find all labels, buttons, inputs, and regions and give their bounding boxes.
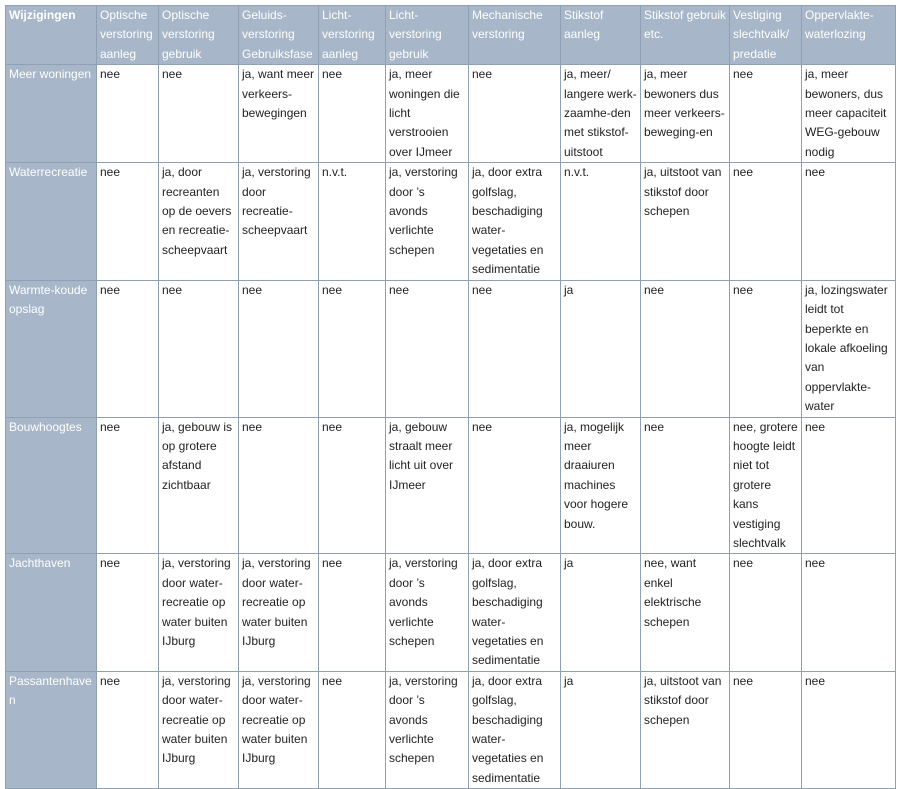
table-row [6,554,896,671]
table-row [6,280,896,417]
table-cell: nee [469,65,561,163]
table-cell: nee [730,65,802,163]
table-cell: ja, gebouw is op grotere afstand zichtbaar [159,417,239,554]
table-cell: nee [97,280,159,417]
row-label: Bouwhoogtes [6,417,97,554]
table-row [6,163,896,280]
table-cell: nee [97,671,159,788]
table-cell: ja [561,280,641,417]
table-cell: ja, door extra golfslag, beschadiging water-vegetaties en sedimentatie [469,163,561,280]
table-cell: ja [561,554,641,671]
table-cell: ja [561,671,641,788]
table-cell: ja, meer bewoners dus meer verkeers-beweging-en [641,65,730,163]
table-cell: nee [802,671,896,788]
header-row [6,6,896,65]
table-cell: nee [319,554,386,671]
table-row [6,65,896,163]
table-cell: nee [159,280,239,417]
table-cell: ja, uitstoot van stikstof door schepen [641,671,730,788]
table-cell: nee [730,163,802,280]
table-cell: ja, verstoring door ’s avonds verlichte schepen [386,554,469,671]
header-cell-stikstof-aanleg: Stikstof aanleg [561,6,641,65]
table-cell: nee [641,280,730,417]
table-cell: ja, verstoring door ’s avonds verlichte schepen [386,163,469,280]
table-cell: nee [239,417,319,554]
table-cell: ja, lozingswater leidt tot beperkte en lokale afkoeling van oppervlakte-water [802,280,896,417]
table-cell: nee [319,671,386,788]
table-cell: nee [730,280,802,417]
table-cell: ja, verstoring door water-recreatie op water buiten IJburg [159,671,239,788]
row-label: Meer woningen [6,65,97,163]
table-cell: ja, mogelijk meer draaiuren machines voor hogere bouw. [561,417,641,554]
table-cell: nee [97,554,159,671]
row-label: Waterrecreatie [6,163,97,280]
document-page [5,5,896,789]
table-cell: ja, verstoring door water-recreatie op water buiten IJburg [239,671,319,788]
table-cell: ja, want meer verkeers-bewegingen [239,65,319,163]
table-cell: nee [319,417,386,554]
table-cell: nee [239,280,319,417]
header-cell-waterlozing: Oppervlakte-waterlozing [802,6,896,65]
row-label: Jachthaven [6,554,97,671]
row-label: Passantenhaven [6,671,97,788]
table-cell: nee [802,417,896,554]
table-cell: nee [730,554,802,671]
table-cell: ja, gebouw straalt meer licht uit over IJmeer [386,417,469,554]
table-cell: nee [469,417,561,554]
table-cell: ja, meer woningen die licht verstrooien over IJmeer [386,65,469,163]
header-cell-geluid-gebruiksfase: Geluids-verstoring Gebruiksfase [239,6,319,65]
table-cell: ja, door extra golfslag, beschadiging water-vegetaties en sedimentatie [469,671,561,788]
header-cell-wijzigingen: Wijzigingen [6,6,97,65]
table-cell: nee [97,417,159,554]
table-row [6,417,896,554]
impact-table [5,5,896,789]
table-cell: ja, meer/ langere werk-zaamhe-den met stikstof-uitstoot [561,65,641,163]
table-cell: nee [641,417,730,554]
table-cell: ja, door recreanten op de oevers en recreatie-scheepvaart [159,163,239,280]
table-row [6,671,896,788]
table-cell: nee [319,280,386,417]
table-cell: nee [319,65,386,163]
table-cell: nee, want enkel elektrische schepen [641,554,730,671]
header-cell-licht-aanleg: Licht-verstoring aanleg [319,6,386,65]
header-cell-optische-aanleg: Optische verstoring aanleg [97,6,159,65]
table-cell: ja, meer bewoners, dus meer capaciteit WEG-gebouw nodig [802,65,896,163]
table-cell: nee, grotere hoogte leidt niet tot grotere kans vestiging slechtvalk [730,417,802,554]
header-cell-stikstof-gebruik: Stikstof gebruik etc. [641,6,730,65]
table-cell: n.v.t. [561,163,641,280]
header-cell-licht-gebruik: Licht-verstoring gebruik [386,6,469,65]
table-cell: ja, verstoring door recreatie-scheepvaart [239,163,319,280]
table-cell: ja, verstoring door water-recreatie op water buiten IJburg [239,554,319,671]
header-cell-optische-gebruik: Optische verstoring gebruik [159,6,239,65]
table-cell: ja, verstoring door ’s avonds verlichte schepen [386,671,469,788]
table-cell: nee [97,163,159,280]
row-label: Warmte-koude opslag [6,280,97,417]
table-cell: ja, uitstoot van stikstof door schepen [641,163,730,280]
header-cell-mechanische: Mechanische verstoring [469,6,561,65]
table-cell: n.v.t. [319,163,386,280]
table-cell: nee [469,280,561,417]
table-cell: nee [97,65,159,163]
table-cell: nee [802,554,896,671]
table-cell: nee [386,280,469,417]
table-cell: nee [159,65,239,163]
table-cell: nee [730,671,802,788]
table-cell: ja, verstoring door water-recreatie op water buiten IJburg [159,554,239,671]
table-cell: ja, door extra golfslag, beschadiging water-vegetaties en sedimentatie [469,554,561,671]
table-cell: nee [802,163,896,280]
header-cell-slechtvalk: Vestiging slechtvalk/ predatie [730,6,802,65]
